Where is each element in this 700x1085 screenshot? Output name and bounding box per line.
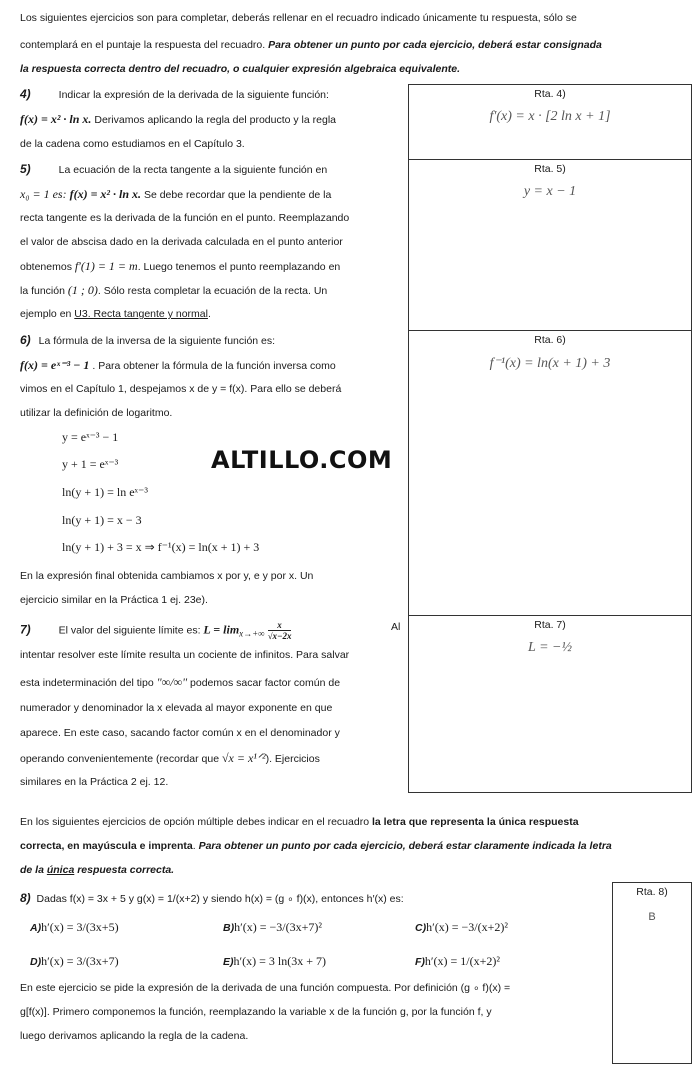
mc-intro-3c: respuesta correcta. — [74, 864, 175, 876]
ex5-line-5c: . Luego tenemos el punto reemplazando en — [137, 261, 341, 273]
ex5-line-5a: obtenemos — [20, 261, 75, 273]
ex5-answer: y = x − 1 — [523, 184, 577, 199]
ex8-answer-box[interactable] — [612, 882, 692, 1064]
ex6-step-3: ln(y + 1) = ln eˣ⁻³ — [62, 485, 148, 499]
ex6-line-2-text: . Para obtener la fórmula de la función inversa como — [89, 360, 336, 372]
ex8-option-a[interactable] — [30, 920, 119, 935]
ex8-statement: Dadas f(x) = 3x + 5 y g(x) = 1/(x+2) y siendo h(x) = (g ∘ f)(x), entonces h′(x) es: — [36, 893, 404, 905]
ex7-line-3a: esta indeterminación del tipo — [20, 677, 157, 689]
mc-intro-line-3 — [20, 863, 174, 877]
ex7-number: 7) — [20, 622, 31, 637]
mc-intro-2b: . — [192, 840, 199, 852]
ex6-line-2 — [20, 358, 336, 373]
ex8-option-f-letter: F) — [415, 956, 425, 968]
ex8-option-f[interactable] — [415, 954, 500, 969]
ex7-line-2: intentar resolver este límite resulta un cociente de infinitos. Para salvar — [20, 649, 350, 661]
ex7-frac-den: √x−2x — [267, 631, 292, 641]
ex8-option-c-text: h′(x) = −3/(x+2)² — [426, 920, 508, 934]
ex8-option-e-letter: E) — [223, 956, 234, 968]
ex7-line-6c: ). Ejercicios — [265, 753, 320, 765]
mc-intro-3a: de la — [20, 864, 47, 876]
ex7-line-6 — [20, 751, 320, 766]
ex6-step-5: ln(y + 1) + 3 = x ⇒ f⁻¹(x) = ln(x + 1) + 3 — [62, 540, 260, 554]
watermark-logo: ALTILLO.COM — [211, 446, 393, 474]
ex8-option-f-text: h′(x) = 1/(x+2)² — [424, 954, 500, 968]
ex6-function: f(x) = eˣ⁻³ − 1 — [20, 358, 90, 372]
ex4-statement: Indicar la expresión de la derivada de la siguiente función: — [58, 89, 329, 101]
mc-intro-line-1 — [20, 815, 579, 829]
ex6-line-6: ejercicio similar en la Práctica 1 ej. 23e). — [20, 594, 208, 606]
ex6-line-4: utilizar la definición de logaritmo. — [20, 407, 173, 419]
ex6-answer-box[interactable] — [408, 330, 692, 616]
ex7-line-3 — [20, 675, 340, 690]
ex8-option-b-letter: B) — [223, 922, 235, 934]
mc-intro-2a: correcta, en mayúscula e imprenta — [20, 840, 193, 852]
ex7-line-7: similares en la Práctica 2 ej. 12. — [20, 776, 169, 788]
ex5-point: (1 ; 0) — [67, 283, 98, 297]
ex5-function: f(x) = x² · ln x. — [69, 187, 142, 201]
ex4-answer-box[interactable] — [408, 84, 692, 160]
ex8-option-d[interactable] — [30, 954, 119, 969]
ex6-line-1 — [20, 333, 275, 348]
ex6-answer-label: Rta. 6) — [534, 334, 566, 346]
ex6-line-3: vimos en el Capítulo 1, despejamos x de y = f(x). Para ello se deberá — [20, 383, 342, 395]
ex8-explanation-2: g[f(x)]. Primero componemos la función, reemplazando la variable x de la función g, por la función f, y — [20, 1006, 492, 1018]
ex6-step-1: y = eˣ⁻³ − 1 — [62, 430, 119, 444]
ex5-line-4: el valor de abscisa dado en la derivada calculada en el punto anterior — [20, 236, 343, 248]
intro-line-2 — [20, 38, 602, 52]
ex8-option-b[interactable] — [223, 920, 322, 935]
ex7-limit: L = lim — [203, 622, 240, 637]
intro-line-2b: Para obtener un punto por cada ejercicio, deberá estar consignada — [268, 39, 602, 51]
ex5-line-7a: ejemplo en — [20, 308, 75, 320]
ex6-answer: f⁻¹(x) = ln(x + 1) + 3 — [489, 356, 611, 371]
ex5-line-6a: la función — [20, 285, 68, 297]
ex7-answer: L = −½ — [528, 640, 572, 655]
mc-intro-3b: única — [46, 864, 75, 876]
ex8-number: 8) — [20, 891, 31, 905]
ex8-option-b-text: h′(x) = −3/(3x+7)² — [234, 920, 322, 934]
ex6-statement: La fórmula de la inversa de la siguiente función es: — [38, 335, 276, 347]
ex8-answer-label: Rta. 8) — [636, 886, 668, 898]
ex7-answer-box[interactable] — [408, 615, 692, 793]
ex8-option-d-letter: D) — [30, 956, 42, 968]
ex8-explanation-1: En este ejercicio se pide la expresión de la derivada de una función compuesta. Por definición (g ∘ f)(x) = — [20, 982, 511, 994]
ex7-line-1b: Al — [391, 621, 401, 633]
ex8-option-c-letter: C) — [415, 922, 427, 934]
mc-intro-1b: la letra que representa la única respuesta — [371, 816, 579, 828]
ex8-answer: B — [648, 911, 656, 923]
ex5-x0: x₀ = 1 es: — [20, 187, 70, 201]
ex5-derivative-value: f′(1) = 1 = m — [74, 259, 138, 273]
ex8-option-c[interactable] — [415, 920, 508, 935]
ex7-line-3c: podemos sacar factor común de — [187, 677, 341, 689]
ex7-answer-label: Rta. 7) — [534, 619, 566, 631]
ex5-statement: La ecuación de la recta tangente a la siguiente función en — [58, 164, 328, 176]
ex5-number: 5) — [20, 162, 31, 176]
ex5-answer-label: Rta. 5) — [534, 163, 566, 175]
intro-line-3: la respuesta correcta dentro del recuadro, o cualquier expresión algebraica equivalente. — [20, 63, 460, 75]
ex5-line-1 — [20, 162, 327, 177]
ex6-step-2: y + 1 = eˣ⁻³ — [62, 457, 119, 471]
ex8-line-1 — [20, 891, 404, 906]
ex4-function: f(x) = x² · ln x. — [20, 112, 92, 126]
ex4-line-2 — [20, 112, 336, 127]
ex7-line-1 — [20, 620, 291, 641]
ex7-indeterminate: "∞/∞" — [156, 675, 188, 689]
ex4-line-2-text: Derivamos aplicando la regla del producto y la regla — [91, 114, 336, 126]
ex8-explanation-3: luego derivamos aplicando la regla de la cadena. — [20, 1030, 249, 1042]
ex7-limit-sub: x→+∞ — [239, 628, 265, 639]
ex5-line-5 — [20, 259, 340, 274]
ex4-answer: f′(x) = x · [2 ln x + 1] — [489, 109, 611, 124]
mc-intro-line-2 — [20, 839, 612, 853]
ex7-line-6a: operando convenientemente (recordar que — [20, 753, 222, 765]
ex4-line-1 — [20, 87, 329, 102]
ex5-line-2-text: Se debe recordar que la pendiente de la — [141, 189, 332, 201]
ex5-line-6c: . Sólo resta completar la ecuación de la recta. Un — [97, 285, 328, 297]
mc-intro-2c: Para obtener un punto por cada ejercicio, deberá estar claramente indicada la letra — [198, 840, 612, 852]
intro-line-1: Los siguientes ejercicios son para completar, deberás rellenar en el recuadro indicado únicamente tu respuesta, sólo se — [20, 12, 577, 24]
ex8-option-a-letter: A) — [30, 922, 42, 934]
ex5-line-6 — [20, 283, 327, 298]
ex5-line-3: recta tangente es la derivada de la función en el punto. Reemplazando — [20, 212, 350, 224]
ex5-line-7 — [20, 307, 211, 321]
ex4-answer-label: Rta. 4) — [534, 88, 566, 100]
ex7-line-4: numerador y denominador la x elevada al mayor exponente en que — [20, 702, 333, 714]
ex8-option-a-text: h′(x) = 3/(3x+5) — [41, 920, 119, 934]
ex4-line-3: de la cadena como estudiamos en el Capítulo 3. — [20, 138, 245, 150]
ex5-link[interactable]: U3. Recta tangente y normal — [74, 308, 208, 320]
ex8-option-e[interactable] — [223, 954, 326, 969]
mc-intro-1a: En los siguientes ejercicios de opción múltiple debes indicar en el recuadro — [20, 816, 372, 828]
ex8-option-e-text: h′(x) = 3 ln(3x + 7) — [233, 954, 326, 968]
ex6-step-4: ln(y + 1) = x − 3 — [62, 513, 142, 527]
ex5-answer-box[interactable] — [408, 159, 692, 331]
intro-line-2a: contemplará en el puntaje la respuesta del recuadro. — [20, 39, 269, 51]
ex6-line-5: En la expresión final obtenida cambiamos x por y, e y por x. Un — [20, 570, 314, 582]
ex4-number: 4) — [20, 87, 31, 101]
ex7-line-5: aparece. En este caso, sacando factor común x en el denominador y — [20, 727, 340, 739]
ex5-line-2 — [20, 187, 331, 202]
ex6-number: 6) — [20, 333, 31, 347]
ex8-option-d-text: h′(x) = 3/(3x+7) — [41, 954, 119, 968]
ex5-line-7c: . — [207, 308, 211, 320]
ex7-frac-num: x — [277, 620, 282, 630]
ex7-sqrt: √x = x¹ᐟ² — [221, 751, 266, 765]
ex7-statement: El valor del siguiente límite es: — [58, 624, 201, 637]
